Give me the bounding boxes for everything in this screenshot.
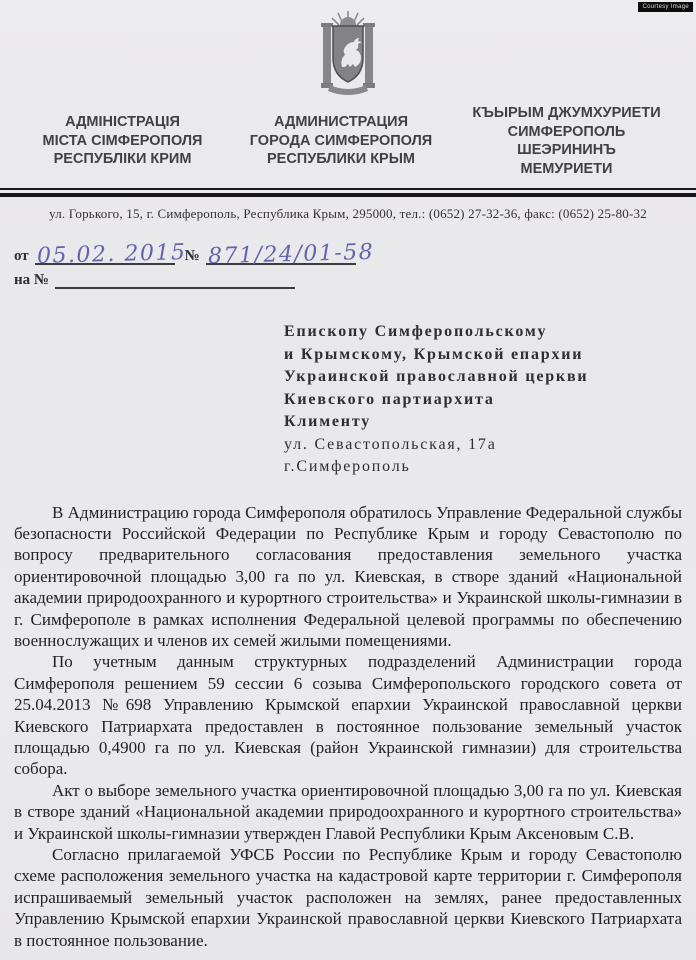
reference-block bbox=[14, 237, 696, 289]
from-label: от bbox=[14, 248, 29, 264]
header-column-crimean-tatar bbox=[447, 104, 686, 178]
recipient-line: Епископу Симферопольскому bbox=[284, 323, 548, 340]
number-field bbox=[206, 239, 375, 270]
header-column-ukrainian bbox=[10, 113, 235, 169]
reply-number-field bbox=[55, 263, 295, 289]
header-line: МІСТА СІМФЕРОПОЛЯ bbox=[42, 132, 203, 149]
header-line: ГОРОДА СИМФЕРОПОЛЯ bbox=[249, 132, 433, 149]
reply-label: на № bbox=[14, 272, 49, 288]
header-line: РЕСПУБЛИКИ КРЫМ bbox=[266, 151, 415, 168]
divider-thick-line bbox=[0, 193, 696, 197]
header-line: ШЕЭРИНИНЪ bbox=[517, 142, 616, 158]
crimea-coat-of-arms-icon bbox=[318, 9, 378, 97]
recipient-line: Киевского партиархита bbox=[284, 390, 495, 408]
number-label: № bbox=[184, 248, 200, 264]
header-line: РЕСПУБЛІКИ КРИМ bbox=[53, 151, 192, 168]
handwritten-date: 05.02. 2015 bbox=[36, 240, 187, 269]
header-column-russian bbox=[235, 113, 447, 169]
letter-body bbox=[14, 502, 682, 952]
reference-date-row bbox=[14, 237, 696, 270]
header-line: СИМФЕРОПОЛЬ bbox=[507, 123, 626, 140]
handwritten-number: 871/24/01-58 bbox=[207, 239, 375, 270]
recipient-address-line: ул. Севастопольская, 17а bbox=[284, 435, 497, 453]
recipient-line: Клименту bbox=[284, 413, 372, 430]
reference-reply-row bbox=[14, 267, 696, 289]
body-paragraph: Акт о выборе земельного участка ориентировочной площадью 3,00 га по ул. Киевская в створе зданий «Национальной академии природоохранного и курортного строительства» и Украинской школы-гимназии утвержден Главой Республики Крым Аксеновым С.В. bbox=[14, 780, 682, 843]
recipient-line: Украинской православной церкви bbox=[284, 368, 589, 385]
letterhead-divider-rule bbox=[0, 188, 696, 197]
letterhead-contact-line: ул. Горького, 15, г. Симферополь, Республика Крым, 295000, тел.: (0652) 27-32-36, факс: (0652) 25-80-32 bbox=[49, 206, 647, 221]
letterhead-header bbox=[10, 104, 686, 178]
date-field bbox=[35, 239, 187, 269]
recipient-line: и Крымскому, Крымской епархии bbox=[284, 345, 584, 363]
body-paragraph: По учетным данным структурных подразделений Администрации города Симферополя решением 59 сессии 6 созыва Симферопольского городского совета от 25.04.2013 №698 Управлению Крымской епархии Украинской православной церкви Киевского Патриархата предоставлен в постоянное пользование земельный участок площадью 0,4900 га по ул. Киевская (район Украинской гимназии) для строительства собора. bbox=[14, 652, 682, 779]
recipient-address-line: г.Симферополь bbox=[284, 458, 411, 475]
header-line: КЪЫРЫМ ДЖУМХУРИЕТИ bbox=[472, 105, 661, 121]
header-line: АДМИНИСТРАЦИЯ bbox=[273, 114, 408, 131]
recipient-block bbox=[284, 321, 696, 479]
letterhead-emblem-area bbox=[0, 0, 696, 102]
courtesy-image-badge: Courtesy Image bbox=[638, 2, 693, 12]
body-paragraph: Согласно прилагаемой УФСБ России по Республике Крым и городу Севастополю схеме расположения земельного участка на кадастровой карте территории г. Симферополя испрашиваемый земельный участок расположен на землях, ранее предоставленных Управлению Крымской епархии Украинской православной церкви Киевского Патриархата в постоянное пользование. bbox=[14, 845, 682, 950]
header-line: МЕМУРИЕТИ bbox=[520, 160, 613, 177]
header-line: АДМІНІСТРАЦІЯ bbox=[65, 114, 180, 131]
body-paragraph: В Администрацию города Симферополя обратилось Управление Федеральной службы безопасности Российской Федерации по Республике Крым и городу Севастополю по вопросу предварительного согласования предоставления земельного участка ориентировочной площадью 3,00 га по ул. Киевская, в створе зданий «Национальной академии природоохранного и курортного строительства» и Украинской школы-гимназии в г. Симферополе в рамках исполнения Федеральной целевой программы по обеспечению военнослужащих и членов их семей жилыми помещениями. bbox=[14, 502, 682, 650]
